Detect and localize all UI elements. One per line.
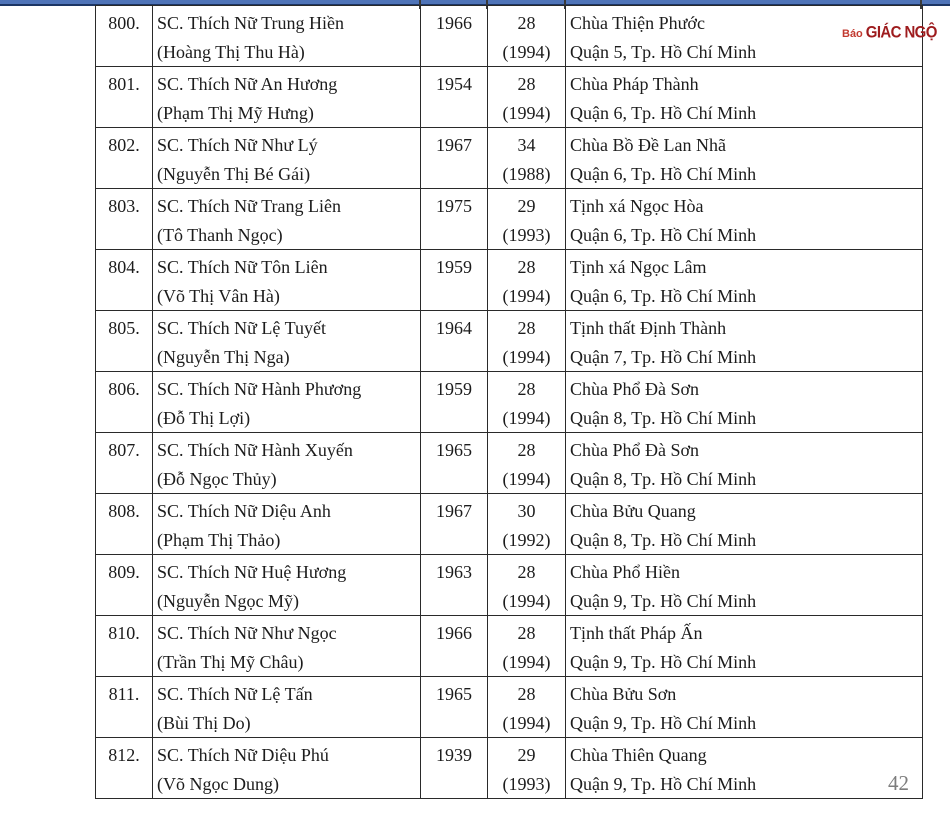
row-number-cell: [96, 555, 153, 616]
age-value: 34: [517, 135, 536, 155]
name-cell: [153, 128, 421, 189]
watermark-title: GIÁC NGỘ: [865, 23, 937, 42]
temple-location: Quận 9, Tp. Hồ Chí Minh: [570, 712, 757, 733]
name-cell: [153, 67, 421, 128]
table-row: [96, 616, 923, 677]
temple-location: Quận 8, Tp. Hồ Chí Minh: [570, 468, 757, 489]
temple-cell: [566, 738, 923, 799]
secular-name: (Phạm Thị Mỹ Hưng): [157, 102, 314, 123]
birth-year: 1954: [436, 74, 472, 94]
birth-year: 1959: [436, 257, 472, 277]
age-value: 28: [517, 562, 536, 582]
temple-location: Quận 9, Tp. Hồ Chí Minh: [570, 651, 757, 672]
temple-cell: [566, 189, 923, 250]
row-number-cell: [96, 616, 153, 677]
temple-name: Chùa Thiên Quang: [570, 745, 707, 765]
secular-name: (Đỗ Thị Lợi): [157, 407, 251, 428]
row-number-cell: [96, 738, 153, 799]
row-number: 807.: [108, 440, 140, 460]
religious-name: SC. Thích Nữ Hành Phương: [157, 379, 362, 399]
temple-cell: [566, 555, 923, 616]
row-number-cell: [96, 128, 153, 189]
secular-name: (Phạm Thị Thảo): [157, 529, 281, 550]
temple-cell: [566, 677, 923, 738]
name-cell: [153, 555, 421, 616]
age-cell: [488, 6, 566, 67]
table-row: [96, 677, 923, 738]
temple-cell: [566, 128, 923, 189]
temple-name: Chùa Phổ Đà Sơn: [570, 440, 700, 460]
row-number: 806.: [108, 379, 140, 399]
table-row: [96, 6, 923, 67]
page-number: 42: [888, 771, 909, 795]
temple-location: Quận 6, Tp. Hồ Chí Minh: [570, 102, 757, 123]
temple-cell: [566, 250, 923, 311]
table-row: [96, 738, 923, 799]
row-number: 808.: [108, 501, 140, 521]
temple-cell: [566, 433, 923, 494]
temple-name: Chùa Bửu Sơn: [570, 684, 677, 704]
birth-year: 1965: [436, 440, 472, 460]
religious-name: SC. Thích Nữ Diệu Phú: [157, 745, 329, 765]
name-cell: [153, 738, 421, 799]
row-number: 800.: [108, 13, 140, 33]
row-number-cell: [96, 6, 153, 67]
age-cell: [488, 433, 566, 494]
age-value: 30: [517, 501, 536, 521]
table-row: [96, 494, 923, 555]
temple-name: Chùa Phổ Đà Sơn: [570, 379, 700, 399]
age-year: (1994): [502, 102, 551, 123]
temple-location: Quận 9, Tp. Hồ Chí Minh: [570, 590, 757, 611]
table-row: [96, 372, 923, 433]
temple-location: Quận 9, Tp. Hồ Chí Minh: [570, 773, 757, 794]
age-cell: [488, 738, 566, 799]
age-cell: [488, 311, 566, 372]
birth-year: 1975: [436, 196, 472, 216]
row-number-cell: [96, 372, 153, 433]
age-value: 28: [517, 379, 536, 399]
birth-year-cell: [421, 738, 488, 799]
religious-name: SC. Thích Nữ Như Ngọc: [157, 623, 337, 643]
secular-name: (Đỗ Ngọc Thủy): [157, 468, 277, 489]
temple-name: Chùa Pháp Thành: [570, 74, 699, 94]
row-number-cell: [96, 189, 153, 250]
temple-cell: [566, 311, 923, 372]
temple-location: Quận 6, Tp. Hồ Chí Minh: [570, 224, 757, 245]
secular-name: (Võ Ngọc Dung): [157, 773, 279, 794]
birth-year: 1967: [436, 135, 472, 155]
religious-name: SC. Thích Nữ Trang Liên: [157, 196, 341, 216]
birth-year-cell: [421, 128, 488, 189]
row-number-cell: [96, 67, 153, 128]
temple-location: Quận 8, Tp. Hồ Chí Minh: [570, 407, 757, 428]
row-number-cell: [96, 433, 153, 494]
age-year: (1993): [502, 224, 551, 245]
birth-year-cell: [421, 250, 488, 311]
religious-name: SC. Thích Nữ Trung Hiền: [157, 13, 344, 33]
age-cell: [488, 67, 566, 128]
table-row: [96, 555, 923, 616]
birth-year: 1967: [436, 501, 472, 521]
age-cell: [488, 189, 566, 250]
table-row: [96, 67, 923, 128]
secular-name: (Hoàng Thị Thu Hà): [157, 41, 305, 62]
temple-name: Tịnh thất Định Thành: [570, 318, 727, 338]
age-year: (1994): [502, 712, 551, 733]
age-cell: [488, 128, 566, 189]
row-number: 812.: [108, 745, 140, 765]
age-cell: [488, 250, 566, 311]
secular-name: (Nguyễn Thị Nga): [157, 346, 290, 367]
secular-name: (Tô Thanh Ngọc): [157, 224, 283, 245]
row-number: 804.: [108, 257, 140, 277]
age-year: (1994): [502, 651, 551, 672]
age-year: (1994): [502, 468, 551, 489]
row-number-cell: [96, 250, 153, 311]
age-value: 28: [517, 318, 536, 338]
temple-name: Chùa Bồ Đề Lan Nhã: [570, 135, 726, 155]
table-row: [96, 250, 923, 311]
age-value: 29: [517, 196, 536, 216]
birth-year-cell: [421, 433, 488, 494]
row-number-cell: [96, 494, 153, 555]
age-year: (1988): [502, 163, 551, 184]
name-cell: [153, 311, 421, 372]
age-value: 28: [517, 13, 536, 33]
temple-cell: [566, 67, 923, 128]
name-cell: [153, 677, 421, 738]
birth-year: 1966: [436, 623, 472, 643]
age-value: 28: [517, 74, 536, 94]
religious-name: SC. Thích Nữ Như Lý: [157, 135, 318, 155]
row-number: 805.: [108, 318, 140, 338]
birth-year-cell: [421, 677, 488, 738]
nun-roster-table: [95, 5, 923, 799]
birth-year-cell: [421, 189, 488, 250]
row-number: 801.: [108, 74, 140, 94]
row-number: 811.: [108, 684, 140, 704]
age-cell: [488, 372, 566, 433]
age-value: 28: [517, 440, 536, 460]
religious-name: SC. Thích Nữ Lệ Tuyết: [157, 318, 326, 338]
age-year: (1994): [502, 41, 551, 62]
birth-year: 1959: [436, 379, 472, 399]
row-number-cell: [96, 311, 153, 372]
temple-location: Quận 7, Tp. Hồ Chí Minh: [570, 346, 757, 367]
religious-name: SC. Thích Nữ Tôn Liên: [157, 257, 328, 277]
secular-name: (Bùi Thị Do): [157, 712, 251, 733]
birth-year-cell: [421, 311, 488, 372]
age-value: 28: [517, 257, 536, 277]
table-row: [96, 189, 923, 250]
birth-year-cell: [421, 67, 488, 128]
age-year: (1994): [502, 590, 551, 611]
name-cell: [153, 616, 421, 677]
age-value: 29: [517, 745, 536, 765]
religious-name: SC. Thích Nữ Huệ Hương: [157, 562, 347, 582]
age-year: (1994): [502, 346, 551, 367]
birth-year: 1966: [436, 13, 472, 33]
row-number: 802.: [108, 135, 140, 155]
age-year: (1992): [502, 529, 551, 550]
temple-name: Chùa Phổ Hiền: [570, 562, 680, 582]
table-row: [96, 311, 923, 372]
temple-cell: [566, 616, 923, 677]
watermark-prefix: Báo: [842, 28, 863, 40]
temple-name: Tịnh xá Ngọc Hòa: [570, 196, 704, 216]
table-row: [96, 128, 923, 189]
secular-name: (Trần Thị Mỹ Châu): [157, 651, 304, 672]
secular-name: (Nguyễn Thị Bé Gái): [157, 163, 311, 184]
row-number: 803.: [108, 196, 140, 216]
birth-year-cell: [421, 555, 488, 616]
name-cell: [153, 250, 421, 311]
table-row: [96, 433, 923, 494]
name-cell: [153, 6, 421, 67]
name-cell: [153, 189, 421, 250]
temple-location: Quận 6, Tp. Hồ Chí Minh: [570, 163, 757, 184]
age-cell: [488, 494, 566, 555]
row-number-cell: [96, 677, 153, 738]
temple-name: Tịnh thất Pháp Ấn: [570, 623, 703, 643]
temple-cell: [566, 372, 923, 433]
roster-table-body: [96, 6, 923, 799]
age-year: (1994): [502, 285, 551, 306]
religious-name: SC. Thích Nữ Lệ Tấn: [157, 684, 313, 704]
temple-name: Chùa Thiện Phước: [570, 13, 705, 33]
temple-name: Tịnh xá Ngọc Lâm: [570, 257, 707, 277]
age-cell: [488, 677, 566, 738]
name-cell: [153, 494, 421, 555]
name-cell: [153, 433, 421, 494]
temple-location: Quận 6, Tp. Hồ Chí Minh: [570, 285, 757, 306]
name-cell: [153, 372, 421, 433]
birth-year-cell: [421, 6, 488, 67]
age-value: 28: [517, 684, 536, 704]
row-number: 810.: [108, 623, 140, 643]
age-year: (1994): [502, 407, 551, 428]
temple-location: Quận 5, Tp. Hồ Chí Minh: [570, 41, 757, 62]
religious-name: SC. Thích Nữ An Hương: [157, 74, 338, 94]
birth-year-cell: [421, 616, 488, 677]
birth-year: 1939: [436, 745, 472, 765]
birth-year: 1965: [436, 684, 472, 704]
age-year: (1993): [502, 773, 551, 794]
religious-name: SC. Thích Nữ Hành Xuyến: [157, 440, 353, 460]
secular-name: (Võ Thị Vân Hà): [157, 285, 280, 306]
age-value: 28: [517, 623, 536, 643]
row-number: 809.: [108, 562, 140, 582]
birth-year: 1963: [436, 562, 472, 582]
religious-name: SC. Thích Nữ Diệu Anh: [157, 501, 331, 521]
age-cell: [488, 555, 566, 616]
giac-ngo-watermark: [842, 24, 937, 41]
age-cell: [488, 616, 566, 677]
birth-year-cell: [421, 494, 488, 555]
temple-cell: [566, 494, 923, 555]
temple-location: Quận 8, Tp. Hồ Chí Minh: [570, 529, 757, 550]
birth-year: 1964: [436, 318, 472, 338]
birth-year-cell: [421, 372, 488, 433]
secular-name: (Nguyễn Ngọc Mỹ): [157, 590, 299, 611]
temple-name: Chùa Bửu Quang: [570, 501, 696, 521]
